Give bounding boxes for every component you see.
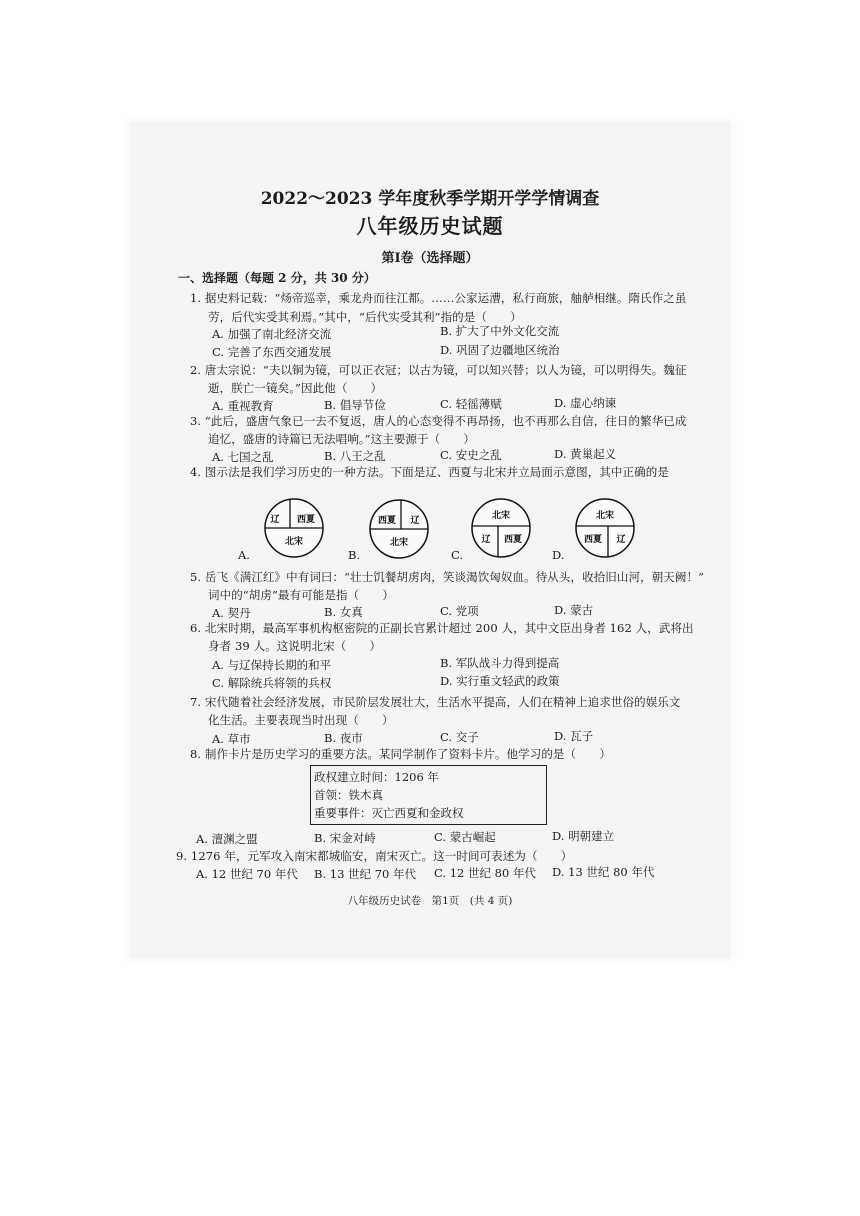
question-5-line-2: 词中的“胡虏”最有可能是指（ ） xyxy=(208,588,394,602)
question-6-option-d: D. 实行重文轻武的政策 xyxy=(440,674,560,688)
question-6-line-2: 身者 39 人。这说明北宋（ ） xyxy=(208,639,382,653)
question-6-option-a: A. 与辽保持长期的和平 xyxy=(212,658,332,672)
section-heading: 一、选择题（每题 2 分，共 30 分） xyxy=(178,271,376,285)
diagram-c-label-bottom-left: 辽 xyxy=(481,535,491,545)
exam-subtitle: 八年级历史试题 xyxy=(356,214,504,238)
question-5-option-d: D. 蒙古 xyxy=(554,603,594,617)
question-8-option-d: D. 明朝建立 xyxy=(552,829,615,843)
question-5-option-c: C. 党项 xyxy=(440,604,479,618)
diagram-a-label-top-left: 辽 xyxy=(270,515,280,525)
question-4-option-c: C. xyxy=(451,548,464,562)
diagram-a-label-bottom: 北宋 xyxy=(284,537,304,547)
diagram-d-label-bottom-right: 辽 xyxy=(616,535,626,545)
question-8-option-a: A. 澶渊之盟 xyxy=(196,832,258,846)
question-3-option-c: C. 安史之乱 xyxy=(440,448,502,462)
page-footer: 八年级历史试卷 第1页 (共 4 页) xyxy=(347,895,513,907)
question-3-line-2: 追忆，盛唐的诗篇已无法唱响。”这主要源于（ ） xyxy=(208,432,476,446)
question-9-option-b: B. 13 世纪 70 年代 xyxy=(314,867,416,881)
diagram-b-label-bottom: 北宋 xyxy=(389,538,409,548)
question-1-option-d: D. 巩固了边疆地区统治 xyxy=(440,343,560,357)
question-9-option-d: D. 13 世纪 80 年代 xyxy=(552,865,655,879)
question-1-option-c: C. 完善了东西交通发展 xyxy=(212,345,332,359)
question-7-line-2: 化生活。主要表现当时出现（ ） xyxy=(208,713,394,727)
diagram-b-label-top-left: 西夏 xyxy=(377,516,397,526)
question-2-line-1: 2. 唐太宗说：“夫以铜为镜，可以正衣冠；以古为镜，可以知兴替；以人为镜，可以明得失。魏征 xyxy=(190,363,687,377)
question-9-option-a: A. 12 世纪 70 年代 xyxy=(196,867,298,881)
question-3-option-d: D. 黄巢起义 xyxy=(554,447,617,461)
diagram-a xyxy=(263,497,325,559)
diagram-a-label-top-right: 西夏 xyxy=(296,515,316,525)
diagram-c xyxy=(470,497,532,559)
question-1-line-2: 劳，后代实受其利焉。”其中，“后代实受其利”指的是（ ） xyxy=(208,310,522,324)
question-7-option-c: C. 交子 xyxy=(440,730,479,744)
volume-heading: 第Ⅰ卷（选择题） xyxy=(381,251,479,266)
diagram-d-label-top: 北宋 xyxy=(595,511,615,521)
info-card-line-1: 政权建立时间：1206 年 xyxy=(314,770,439,784)
question-1-line-1: 1. 据史料记载：“炀帝巡幸，乘龙舟而往江都。……公家运漕，私行商旅，舳舻相继。隋氏作之虽 xyxy=(190,291,687,305)
question-2-option-b: B. 倡导节俭 xyxy=(324,398,386,412)
info-card xyxy=(310,765,547,825)
question-8-line-1: 8. 制作卡片是历史学习的重要方法。某同学制作了资料卡片。他学习的是（ ） xyxy=(190,747,611,761)
diagram-d xyxy=(574,497,636,559)
question-2-option-a: A. 重视教育 xyxy=(212,399,274,413)
exam-title: 2022～2023 学年度秋季学期开学学情调查 xyxy=(260,189,600,209)
question-7-line-1: 7. 宋代随着社会经济发展，市民阶层发展壮大，生活水平提高，人们在精神上追求世俗的娱乐文 xyxy=(190,695,681,709)
diagram-c-label-top: 北宋 xyxy=(491,511,511,521)
question-4-line-1: 4. 图示法是我们学习历史的一种方法。下面是辽、西夏与北宋并立局面示意图，其中正确的是 xyxy=(190,465,669,479)
question-7-option-a: A. 草市 xyxy=(212,732,251,746)
question-2-option-c: C. 轻徭薄赋 xyxy=(440,397,502,411)
question-3-option-a: A. 七国之乱 xyxy=(212,450,274,464)
question-5-option-b: B. 女真 xyxy=(324,605,363,619)
question-9-line-1: 9. 1276 年，元军攻入南宋都城临安，南宋灭亡。这一时间可表述为（ ） xyxy=(176,849,573,863)
question-5-option-a: A. 契丹 xyxy=(212,606,251,620)
question-8-option-b: B. 宋金对峙 xyxy=(314,831,376,845)
info-card-line-2: 首领：铁木真 xyxy=(314,788,383,802)
question-1-option-b: B. 扩大了中外文化交流 xyxy=(440,324,560,338)
exam-paper xyxy=(130,122,730,958)
question-4-option-d: D. xyxy=(552,548,565,562)
question-4-option-a: A. xyxy=(238,548,250,562)
question-4-option-b: B. xyxy=(348,548,361,562)
question-2-line-2: 逝，朕亡一镜矣。”因此他（ ） xyxy=(208,381,383,395)
question-7-option-d: D. 瓦子 xyxy=(554,729,594,743)
question-6-option-c: C. 解除统兵将领的兵权 xyxy=(212,676,332,690)
question-5-line-1: 5. 岳飞《满江红》中有词曰：“壮士饥餐胡虏肉，笑谈渴饮匈奴血。待从头，收拾旧山河，朝天阙！” xyxy=(190,570,705,584)
question-9-option-c: C. 12 世纪 80 年代 xyxy=(434,866,536,880)
diagram-b xyxy=(368,498,430,560)
question-6-option-b: B. 军队战斗力得到提高 xyxy=(440,656,560,670)
question-6-line-1: 6. 北宋时期，最高军事机构枢密院的正副长官累计超过 200 人，其中文臣出身者 162 人，武将出 xyxy=(190,621,694,635)
info-card-line-3: 重要事件：灭亡西夏和金政权 xyxy=(314,806,464,820)
question-3-line-1: 3. “此后，盛唐气象已一去不复返，唐人的心态变得不再昂扬，也不再那么自信，往日的繁华已成 xyxy=(190,414,687,428)
question-3-option-b: B. 八王之乱 xyxy=(324,449,386,463)
question-1-option-a: A. 加强了南北经济交流 xyxy=(212,327,332,341)
question-8-option-c: C. 蒙古崛起 xyxy=(434,830,496,844)
diagram-c-label-bottom-right: 西夏 xyxy=(503,535,523,545)
diagram-b-label-top-right: 辽 xyxy=(410,516,420,526)
question-2-option-d: D. 虚心纳谏 xyxy=(554,396,617,410)
diagram-d-label-bottom-left: 西夏 xyxy=(583,535,603,545)
question-7-option-b: B. 夜市 xyxy=(324,731,363,745)
